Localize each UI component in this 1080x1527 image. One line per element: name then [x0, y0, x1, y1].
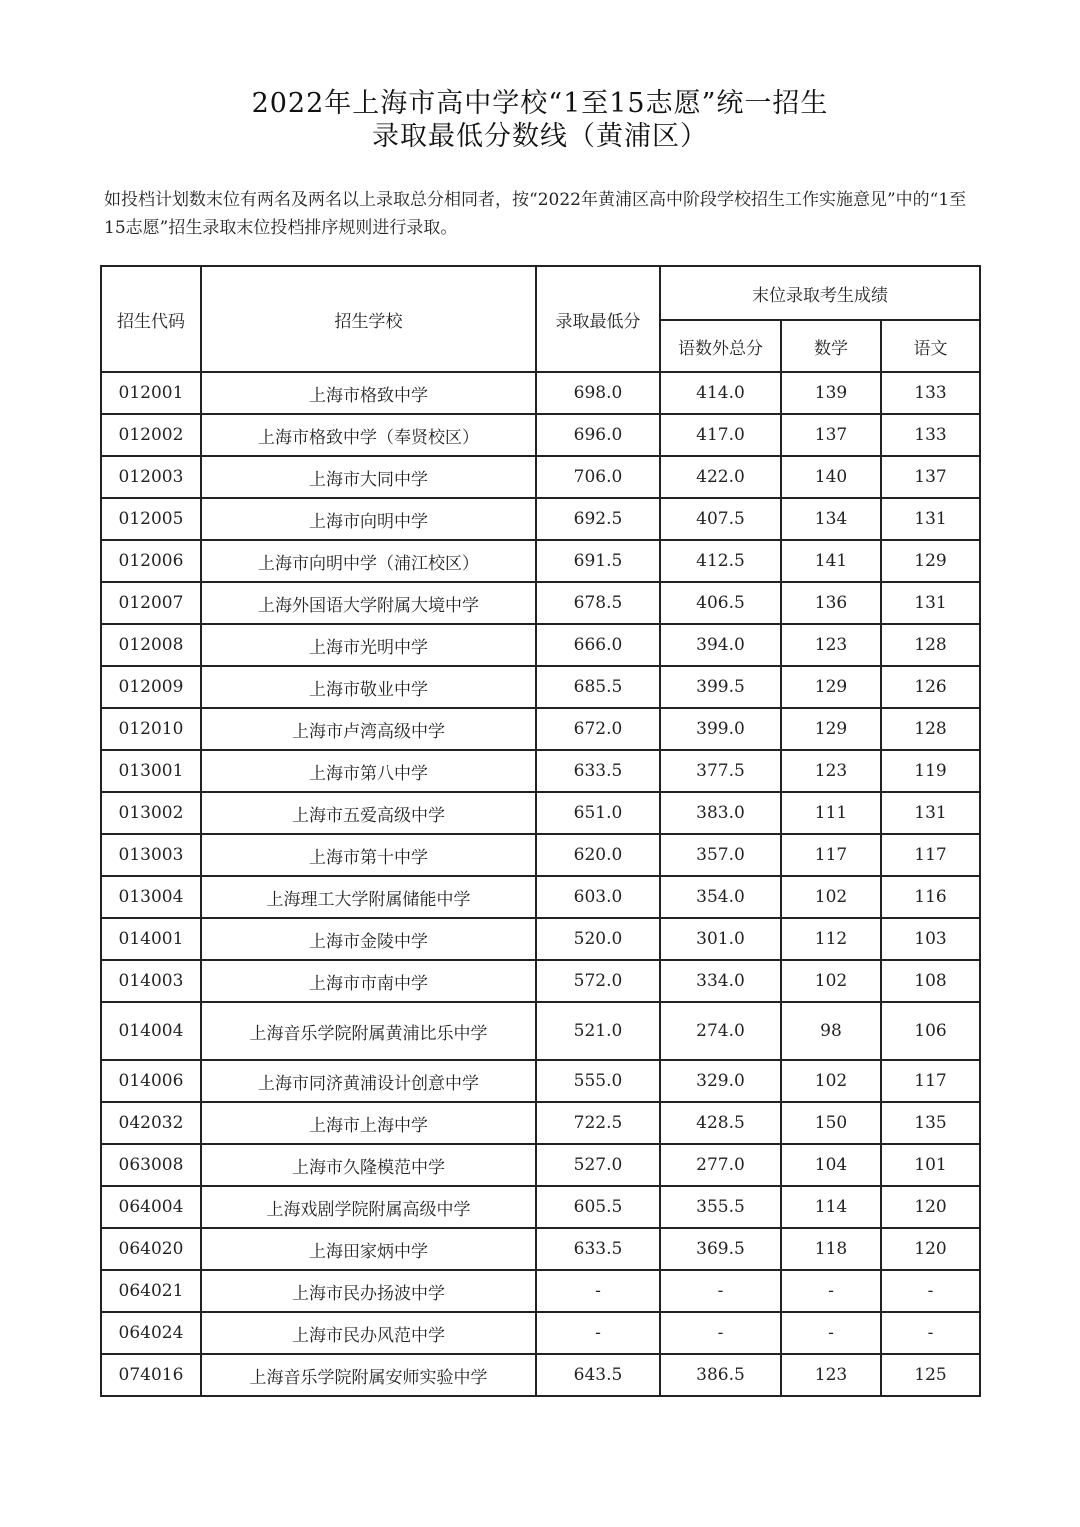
- admission-note: 如投档计划数末位有两名及两名以上录取总分相同者，按“2022年黄浦区高中阶段学校招生工作实施意见”中的“1至15志愿”招生录取末位投档排序规则进行录取。: [104, 190, 967, 238]
- cell-chinese: 117: [881, 834, 980, 876]
- table-row: [101, 624, 980, 666]
- cell-min-score: -: [536, 1312, 660, 1354]
- cell-math: 134: [781, 498, 881, 540]
- cell-min-score: 698.0: [536, 372, 660, 414]
- cell-school: 上海田家炳中学: [201, 1228, 536, 1270]
- header-last-admitted: 末位录取考生成绩: [660, 266, 980, 320]
- cell-code: 012010: [101, 708, 201, 750]
- cell-school: 上海音乐学院附属安师实验中学: [201, 1354, 536, 1396]
- cell-school: 上海戏剧学院附属高级中学: [201, 1186, 536, 1228]
- cell-min-score: 527.0: [536, 1144, 660, 1186]
- cell-school: 上海市第八中学: [201, 750, 536, 792]
- cell-code: 014006: [101, 1060, 201, 1102]
- cell-code: 013003: [101, 834, 201, 876]
- cell-min-score: 651.0: [536, 792, 660, 834]
- cell-math: 117: [781, 834, 881, 876]
- cell-min-score: 685.5: [536, 666, 660, 708]
- cell-code: 064020: [101, 1228, 201, 1270]
- cell-code: 012002: [101, 414, 201, 456]
- cell-total3: 386.5: [660, 1354, 781, 1396]
- document-title-line1: 2022年上海市高中学校“1至15志愿”统一招生: [251, 88, 829, 119]
- cell-chinese: 128: [881, 708, 980, 750]
- cell-math: 123: [781, 750, 881, 792]
- cell-math: 98: [781, 1002, 881, 1060]
- cell-school: 上海外国语大学附属大境中学: [201, 582, 536, 624]
- cell-math: -: [781, 1270, 881, 1312]
- header-total3: 语数外总分: [660, 320, 781, 372]
- cell-total3: 414.0: [660, 372, 781, 414]
- cell-min-score: 572.0: [536, 960, 660, 1002]
- cell-min-score: 691.5: [536, 540, 660, 582]
- document-title-line2: 录取最低分数线（黄浦区）: [372, 121, 708, 152]
- cell-code: 013004: [101, 876, 201, 918]
- cell-min-score: -: [536, 1270, 660, 1312]
- cell-min-score: 521.0: [536, 1002, 660, 1060]
- cell-math: 102: [781, 1060, 881, 1102]
- cell-school: 上海市上海中学: [201, 1102, 536, 1144]
- table-row: [101, 666, 980, 708]
- header-math: 数学: [781, 320, 881, 372]
- cell-code: 013002: [101, 792, 201, 834]
- cell-total3: 334.0: [660, 960, 781, 1002]
- cell-chinese: 125: [881, 1354, 980, 1396]
- cell-total3: 277.0: [660, 1144, 781, 1186]
- cell-code: 014001: [101, 918, 201, 960]
- cell-chinese: 101: [881, 1144, 980, 1186]
- cell-math: 139: [781, 372, 881, 414]
- cell-code: 014003: [101, 960, 201, 1002]
- cell-chinese: 131: [881, 792, 980, 834]
- cell-math: 150: [781, 1102, 881, 1144]
- cell-code: 064024: [101, 1312, 201, 1354]
- cell-code: 042032: [101, 1102, 201, 1144]
- table-row: [101, 1060, 980, 1102]
- cell-code: 063008: [101, 1144, 201, 1186]
- cell-total3: 354.0: [660, 876, 781, 918]
- cell-math: 141: [781, 540, 881, 582]
- table-row: [101, 1228, 980, 1270]
- cell-math: 123: [781, 624, 881, 666]
- cell-min-score: 633.5: [536, 750, 660, 792]
- table-row: [101, 582, 980, 624]
- table-row: [101, 708, 980, 750]
- cell-math: 137: [781, 414, 881, 456]
- cell-chinese: 131: [881, 582, 980, 624]
- cell-code: 012001: [101, 372, 201, 414]
- cell-total3: 399.5: [660, 666, 781, 708]
- cell-chinese: 126: [881, 666, 980, 708]
- cell-min-score: 603.0: [536, 876, 660, 918]
- cell-chinese: 135: [881, 1102, 980, 1144]
- cell-min-score: 555.0: [536, 1060, 660, 1102]
- cell-school: 上海市金陵中学: [201, 918, 536, 960]
- cell-code: 012005: [101, 498, 201, 540]
- cell-school: 上海市向明中学（浦江校区）: [201, 540, 536, 582]
- score-table: [100, 265, 981, 1397]
- cell-school: 上海音乐学院附属黄浦比乐中学: [201, 1002, 536, 1060]
- cell-chinese: 108: [881, 960, 980, 1002]
- cell-school: 上海市向明中学: [201, 498, 536, 540]
- cell-math: 129: [781, 708, 881, 750]
- cell-chinese: 117: [881, 1060, 980, 1102]
- cell-code: 012007: [101, 582, 201, 624]
- table-row: [101, 834, 980, 876]
- cell-code: 012006: [101, 540, 201, 582]
- cell-code: 012008: [101, 624, 201, 666]
- header-chinese: 语文: [881, 320, 980, 372]
- table-row: [101, 918, 980, 960]
- cell-code: 013001: [101, 750, 201, 792]
- cell-total3: 428.5: [660, 1102, 781, 1144]
- table-row: [101, 372, 980, 414]
- cell-chinese: 128: [881, 624, 980, 666]
- cell-total3: 394.0: [660, 624, 781, 666]
- cell-math: 102: [781, 876, 881, 918]
- cell-math: 114: [781, 1186, 881, 1228]
- cell-chinese: 133: [881, 414, 980, 456]
- cell-chinese: 119: [881, 750, 980, 792]
- cell-school: 上海市久隆模范中学: [201, 1144, 536, 1186]
- cell-school: 上海市第十中学: [201, 834, 536, 876]
- table-row: [101, 1002, 980, 1060]
- cell-code: 064004: [101, 1186, 201, 1228]
- cell-math: 140: [781, 456, 881, 498]
- table-body: [101, 372, 980, 1396]
- cell-math: 102: [781, 960, 881, 1002]
- cell-total3: 369.5: [660, 1228, 781, 1270]
- cell-min-score: 722.5: [536, 1102, 660, 1144]
- cell-total3: 383.0: [660, 792, 781, 834]
- cell-total3: 329.0: [660, 1060, 781, 1102]
- cell-chinese: -: [881, 1270, 980, 1312]
- cell-school: 上海市格致中学: [201, 372, 536, 414]
- cell-math: 104: [781, 1144, 881, 1186]
- table-row: [101, 1354, 980, 1396]
- table-row: [101, 750, 980, 792]
- cell-school: 上海市同济黄浦设计创意中学: [201, 1060, 536, 1102]
- table-row: [101, 1312, 980, 1354]
- cell-chinese: 120: [881, 1186, 980, 1228]
- cell-total3: 407.5: [660, 498, 781, 540]
- table-row: [101, 960, 980, 1002]
- cell-math: 112: [781, 918, 881, 960]
- cell-school: 上海市光明中学: [201, 624, 536, 666]
- cell-chinese: -: [881, 1312, 980, 1354]
- header-min-score: 录取最低分: [536, 266, 660, 372]
- cell-code: 012009: [101, 666, 201, 708]
- cell-math: 123: [781, 1354, 881, 1396]
- cell-total3: 412.5: [660, 540, 781, 582]
- cell-code: 014004: [101, 1002, 201, 1060]
- cell-school: 上海市大同中学: [201, 456, 536, 498]
- table-row: [101, 876, 980, 918]
- cell-chinese: 137: [881, 456, 980, 498]
- cell-school: 上海理工大学附属储能中学: [201, 876, 536, 918]
- cell-min-score: 605.5: [536, 1186, 660, 1228]
- table-row: [101, 1144, 980, 1186]
- cell-min-score: 643.5: [536, 1354, 660, 1396]
- cell-chinese: 133: [881, 372, 980, 414]
- table-row: [101, 456, 980, 498]
- header-code: 招生代码: [101, 266, 201, 372]
- cell-min-score: 692.5: [536, 498, 660, 540]
- cell-total3: -: [660, 1312, 781, 1354]
- cell-code: 012003: [101, 456, 201, 498]
- cell-min-score: 620.0: [536, 834, 660, 876]
- table-row: [101, 1270, 980, 1312]
- cell-school: 上海市民办扬波中学: [201, 1270, 536, 1312]
- cell-math: 111: [781, 792, 881, 834]
- cell-min-score: 633.5: [536, 1228, 660, 1270]
- cell-total3: 406.5: [660, 582, 781, 624]
- cell-chinese: 131: [881, 498, 980, 540]
- cell-school: 上海市敬业中学: [201, 666, 536, 708]
- cell-min-score: 706.0: [536, 456, 660, 498]
- cell-math: 118: [781, 1228, 881, 1270]
- cell-total3: 377.5: [660, 750, 781, 792]
- cell-school: 上海市民办风范中学: [201, 1312, 536, 1354]
- cell-chinese: 120: [881, 1228, 980, 1270]
- cell-total3: 357.0: [660, 834, 781, 876]
- cell-chinese: 103: [881, 918, 980, 960]
- cell-math: 136: [781, 582, 881, 624]
- cell-total3: -: [660, 1270, 781, 1312]
- cell-math: -: [781, 1312, 881, 1354]
- cell-school: 上海市格致中学（奉贤校区）: [201, 414, 536, 456]
- cell-school: 上海市市南中学: [201, 960, 536, 1002]
- cell-total3: 417.0: [660, 414, 781, 456]
- table-row: [101, 414, 980, 456]
- cell-min-score: 666.0: [536, 624, 660, 666]
- cell-code: 064021: [101, 1270, 201, 1312]
- cell-school: 上海市五爱高级中学: [201, 792, 536, 834]
- cell-chinese: 106: [881, 1002, 980, 1060]
- table-row: [101, 1186, 980, 1228]
- table-row: [101, 792, 980, 834]
- cell-min-score: 696.0: [536, 414, 660, 456]
- cell-total3: 422.0: [660, 456, 781, 498]
- cell-total3: 399.0: [660, 708, 781, 750]
- table-row: [101, 498, 980, 540]
- table-row: [101, 1102, 980, 1144]
- header-school: 招生学校: [201, 266, 536, 372]
- cell-chinese: 129: [881, 540, 980, 582]
- cell-total3: 301.0: [660, 918, 781, 960]
- cell-total3: 274.0: [660, 1002, 781, 1060]
- cell-total3: 355.5: [660, 1186, 781, 1228]
- table-row: [101, 540, 980, 582]
- cell-school: 上海市卢湾高级中学: [201, 708, 536, 750]
- cell-math: 129: [781, 666, 881, 708]
- cell-min-score: 520.0: [536, 918, 660, 960]
- cell-min-score: 678.5: [536, 582, 660, 624]
- cell-chinese: 116: [881, 876, 980, 918]
- cell-min-score: 672.0: [536, 708, 660, 750]
- cell-code: 074016: [101, 1354, 201, 1396]
